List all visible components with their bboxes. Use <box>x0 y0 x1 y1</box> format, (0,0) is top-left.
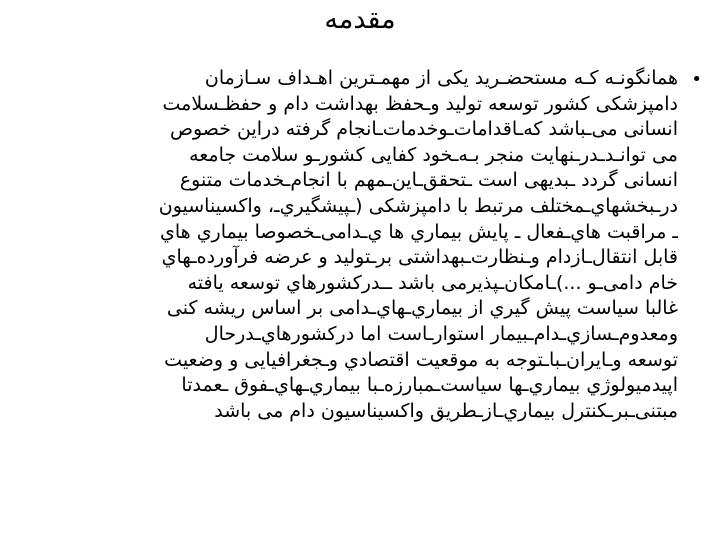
body-line-9: خام دامی‌ـو ...)‌ـامکان‌ـپذيرمی باشد ـ‌ـدرکشورهاي توسعه يافته <box>187 271 678 294</box>
body-line-14: مبتنی‌ـبرـکنترل بيماري‌ـازـطريق واکسيناسيون دام می باشد <box>214 399 678 422</box>
body-line-13: اپيدميولوژي بيماري‌ـها سياست‌ـمبارزه‌ـبا بيماري‌ـهاي‌ـفوق ـعمدتا <box>181 374 678 397</box>
paragraph-text <box>40 66 678 424</box>
body-line-1: همانگونـه کـه مستحضـريد يکی از مهمـترين اهـداف سـازمان <box>204 67 678 89</box>
body-line-4: می توانـد‌ـدرـنهايت منجر بـه‌ـخود کفايی کشورـو سلامت جامعه <box>189 143 678 166</box>
body-line-7: ـ مراقبت هاي‌ـفعال ـ پايش بيماري ها ي‌ـدامی‌ـخصوصا بيماري هاي <box>159 220 678 243</box>
bullet-icon: • <box>691 69 702 90</box>
body-line-2: دامپزشکی کشور توسعه توليد وـحفظ بهداشت دام و حفظـسلامت <box>162 92 678 115</box>
slide-title: مقدمه <box>324 4 396 35</box>
body-line-11: ومعدوم‌ـسازي‌ـدام‌ـبيمار استوار‌ـاست اما درکشورهاي‌ـدرحال <box>204 322 678 345</box>
slide-body <box>40 66 704 424</box>
body-line-12: توسعه وـايران‌ـباـتوجه به موقعيت اقتصادي وـجغرافيايی و وضعيت <box>164 348 678 371</box>
body-line-3: انسانی می‌ـباشد که‌ـاقدامات‌ـوخدمات‌ـانجام گرفته دراين خصوص <box>169 118 678 141</box>
body-line-5: انسانی گردد ـبديهی است ـتحقق‌ـاين‌ـمهم با انجام‌ـخدمات متنوع <box>179 169 678 192</box>
body-line-6: درـبخشهاي‌ـمختلف مرتبط با دامپزشکی (ـپيشگيري‌ـ، واکسيناسيون <box>158 194 678 217</box>
bullet-item <box>40 66 704 424</box>
body-line-10: غالبا سياست پيش گيري از بيماري‌ـهاي‌ـدامی بر اساس ريشه کنی <box>166 297 678 320</box>
body-line-8: قابل انتقال‌ـازدام وـنظارت‌ـبهداشتی برـتوليد و عرضه فرآورده‌ـهاي <box>161 246 678 269</box>
